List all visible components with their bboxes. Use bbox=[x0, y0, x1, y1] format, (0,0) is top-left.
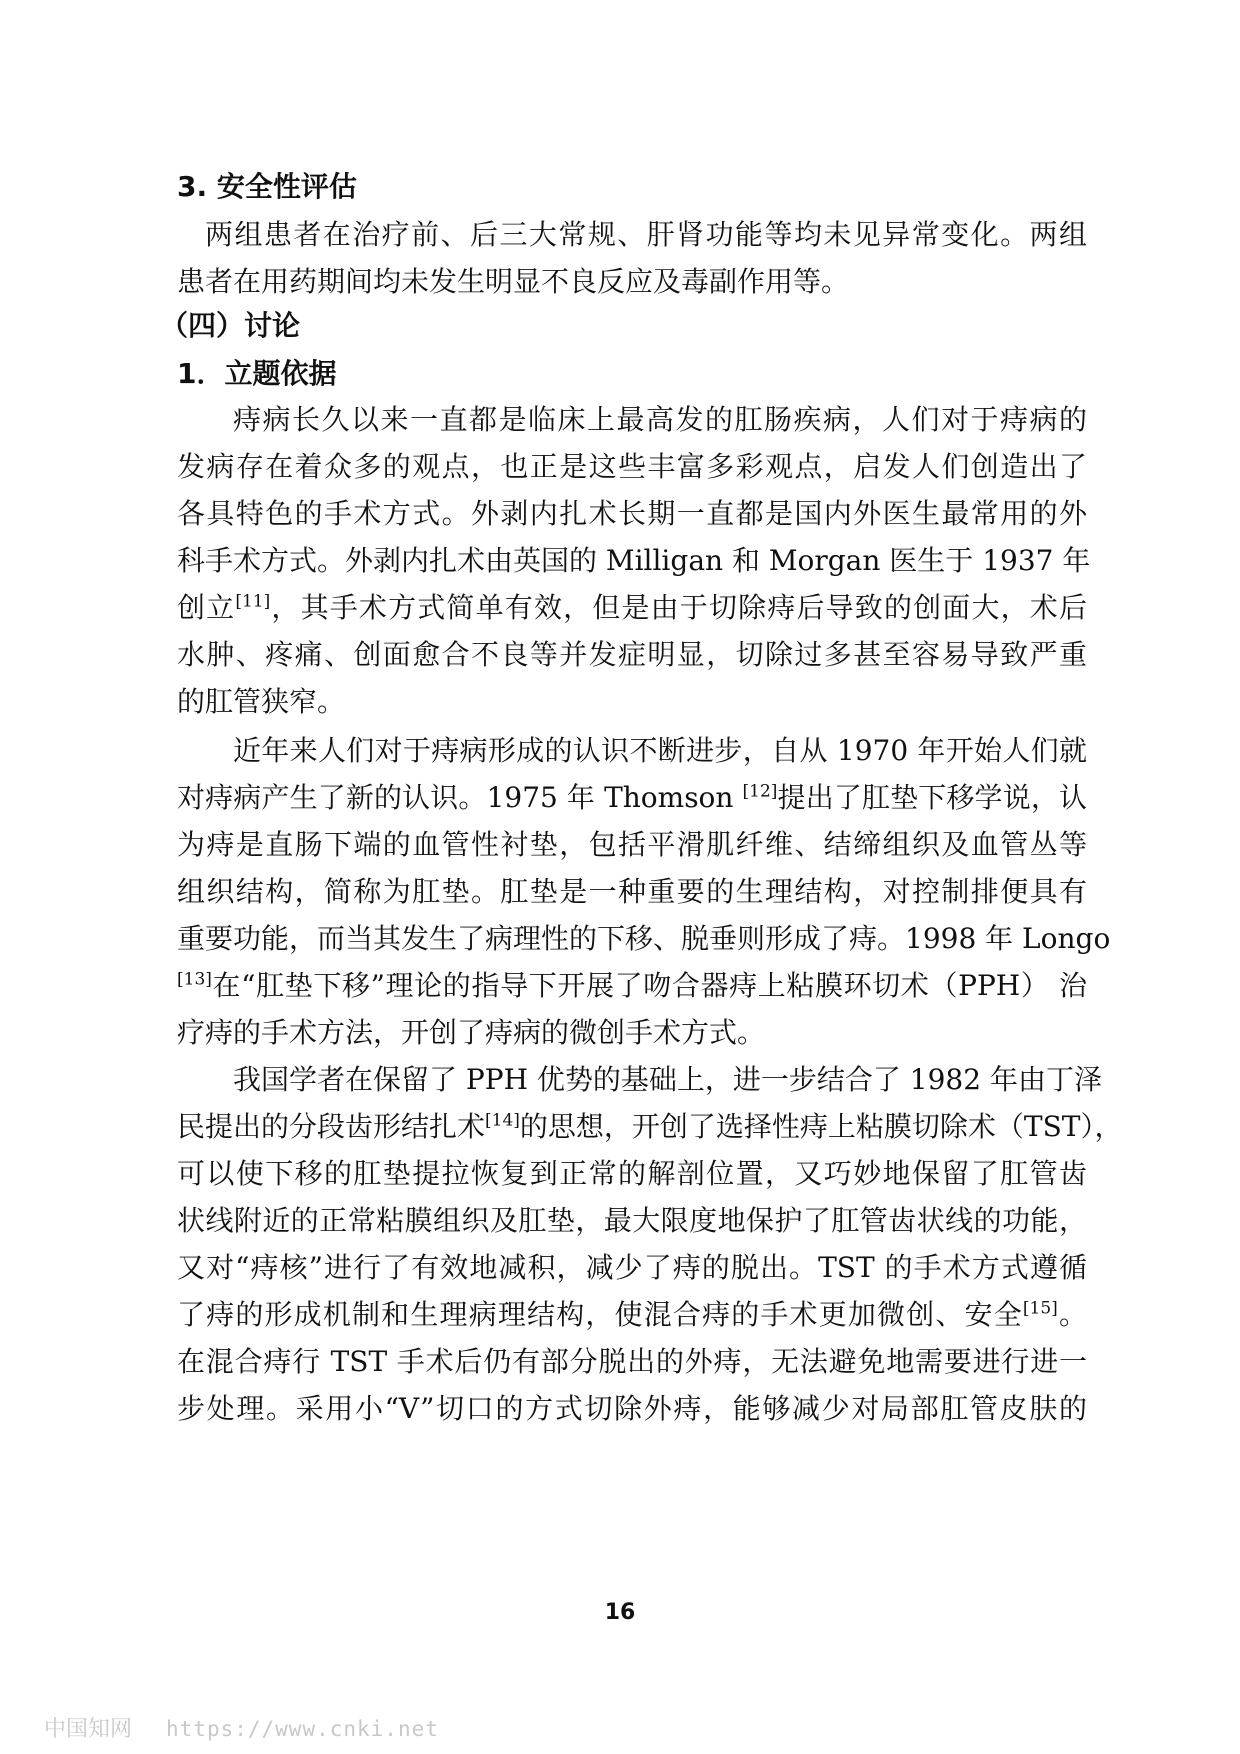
watermark-site: 中国知网 bbox=[44, 1717, 133, 1742]
section-heading-discussion: （四）讨论 bbox=[160, 309, 301, 342]
body-text: 对痔病产生了新的认识。1975 年 Thomson bbox=[177, 781, 743, 814]
body-text: ，其手术方式简单有效，但是由于切除痔后导致的创面大，术后 bbox=[270, 591, 1087, 624]
body-text: 提出了肛垫下移学说，认 bbox=[777, 781, 1087, 814]
body-line: 组织结构，简称为肛垫。肛垫是一种重要的生理结构，对控制排便具有 bbox=[177, 875, 1087, 908]
page-number: 16 bbox=[604, 1600, 636, 1625]
citation-ref: [15] bbox=[1022, 1298, 1058, 1319]
body-line: 两组患者在治疗前、后三大常规、肝肾功能等均未见异常变化。两组 bbox=[205, 218, 1087, 251]
body-text: 创立 bbox=[177, 591, 236, 624]
body-line: 水肿、疼痛、创面愈合不良等并发症明显，切除过多甚至容易导致严重 bbox=[177, 638, 1087, 671]
body-line: 状线附近的正常粘膜组织及肛垫，最大限度地保护了肛管齿状线的功能， bbox=[177, 1204, 1087, 1237]
body-line: 发病存在着众多的观点，也正是这些丰富多彩观点，启发人们创造出了 bbox=[177, 450, 1087, 483]
watermark-url: https://www.cnki.net bbox=[166, 1717, 439, 1741]
citation-ref: [14] bbox=[485, 1110, 520, 1131]
citation-ref: [12] bbox=[742, 781, 778, 802]
citation-ref: [13] bbox=[177, 969, 212, 990]
section-heading-safety: 3. 安全性评估 bbox=[177, 170, 357, 203]
body-text: 了痔的形成机制和生理病理结构，使混合痔的手术更加微创、安全 bbox=[177, 1298, 1023, 1331]
body-line: 步处理。采用小“V”切口的方式切除外痔，能够减少对局部肛管皮肤的 bbox=[177, 1392, 1087, 1425]
body-line: 在混合痔行 TST 手术后仍有部分脱出的外痔，无法避免地需要进行进一 bbox=[177, 1345, 1087, 1378]
body-line bbox=[177, 1107, 1123, 1147]
body-line: 痔病长久以来一直都是临床上最高发的肛肠疾病，人们对于痔病的 bbox=[233, 403, 1087, 436]
body-line: 疗痔的手术方法，开创了痔病的微创手术方式。 bbox=[177, 1016, 766, 1049]
body-text: 的思想，开创了选择性痔上粘膜切除术（TST）， bbox=[519, 1110, 1123, 1143]
body-line: 为痔是直肠下端的血管性衬垫，包括平滑肌纤维、结缔组织及血管丛等 bbox=[177, 828, 1087, 861]
body-line bbox=[177, 966, 1087, 1006]
body-line: 重要功能，而当其发生了病理性的下移、脱垂则形成了痔。1998 年 Longo bbox=[177, 922, 1111, 955]
body-text: 在“肛垫下移”理论的指导下开展了吻合器痔上粘膜环切术（PPH） 治 bbox=[211, 969, 1087, 1002]
body-line: 各具特色的手术方式。外剥内扎术长期一直都是国内外医生最常用的外 bbox=[177, 497, 1087, 530]
body-line bbox=[177, 1295, 1087, 1335]
subsection-heading-rationale: 1．立题依据 bbox=[177, 357, 337, 390]
body-line: 近年来人们对于痔病形成的认识不断进步，自从 1970 年开始人们就 bbox=[233, 734, 1087, 767]
body-line: 我国学者在保留了 PPH 优势的基础上，进一步结合了 1982 年由丁泽 bbox=[233, 1063, 1102, 1096]
watermark bbox=[44, 1712, 473, 1743]
body-line: 的肛管狭窄。 bbox=[177, 685, 346, 718]
body-line: 又对“痔核”进行了有效地减积，减少了痔的脱出。TST 的手术方式遵循 bbox=[177, 1251, 1087, 1284]
body-line bbox=[177, 778, 1087, 818]
body-line bbox=[177, 588, 1087, 628]
body-line: 可以使下移的肛垫提拉恢复到正常的解剖位置，又巧妙地保留了肛管齿 bbox=[177, 1157, 1087, 1190]
body-line: 科手术方式。外剥内扎术由英国的 Milligan 和 Morgan 医生于 1937 年 bbox=[177, 544, 1091, 577]
body-text: 民提出的分段齿形结扎术 bbox=[177, 1110, 486, 1143]
body-text: 。 bbox=[1057, 1298, 1087, 1331]
body-line: 患者在用药期间均未发生明显不良反应及毒副作用等。 bbox=[177, 265, 850, 298]
citation-ref: [11] bbox=[235, 591, 271, 612]
